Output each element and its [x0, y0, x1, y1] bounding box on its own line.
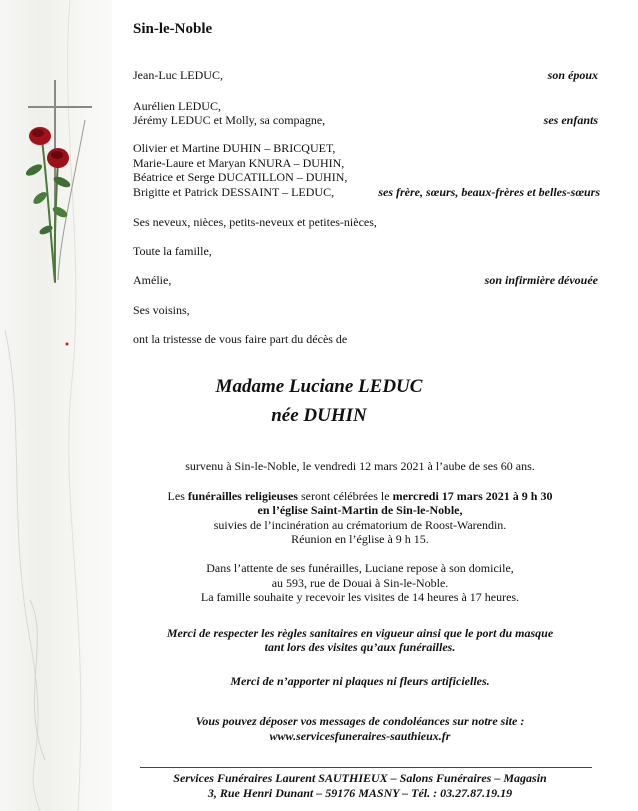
town-heading: Sin-le-Noble — [133, 21, 213, 37]
family-name: Amélie, — [133, 273, 172, 287]
no-flowers-notice: Merci de n’apporter ni plaques ni fleurs artificielles. — [230, 674, 490, 688]
family-line — [133, 244, 598, 259]
family-line — [133, 99, 598, 114]
funeral-line-4: Réunion en l’église à 9 h 15. — [291, 532, 429, 546]
family-name: Marie-Laure et Maryan KNURA – DUHIN, — [133, 156, 345, 170]
family-relation: ses frère, sœurs, beaux-frères et belles-sœurs — [378, 185, 600, 199]
family-relation: son infirmière dévouée — [484, 273, 598, 287]
family-name: Aurélien LEDUC, — [133, 99, 221, 113]
family-line — [133, 303, 598, 318]
family-line — [133, 156, 598, 171]
family-name: Béatrice et Serge DUCATILLON – DUHIN, — [133, 170, 348, 184]
sanitary-line-2: tant lors des visites qu’aux funérailles. — [264, 640, 456, 654]
sanitary-line-1: Merci de respecter les règles sanitaires en vigueur ainsi que le port du masque — [166, 626, 554, 640]
family-name: Ses voisins, — [133, 303, 190, 317]
family-name: ont la tristesse de vous faire part du décès de — [133, 332, 348, 346]
family-line — [133, 68, 598, 83]
visits-line-1: Dans l’attente de ses funérailles, Luciane repose à son domicile, — [206, 561, 514, 575]
death-notice: survenu à Sin-le-Noble, le vendredi 12 mars 2021 à l’aube de ses 60 ans. — [185, 459, 535, 473]
family-name: Toute la famille, — [133, 244, 212, 258]
visits-line-2: au 593, rue de Douai à Sin-le-Noble. — [271, 576, 449, 590]
family-name: Ses neveux, nièces, petits-neveux et petites-nièces, — [133, 215, 377, 229]
deceased-name: Madame Luciane LEDUC — [215, 376, 423, 397]
family-line — [133, 273, 598, 288]
family-line — [133, 215, 598, 230]
funeral-line-2: en l’église Saint-Martin de Sin-le-Noble, — [257, 503, 463, 517]
family-line — [133, 141, 598, 156]
family-line — [133, 332, 598, 347]
family-relation: son époux — [547, 68, 598, 82]
deceased-maiden-name: née DUHIN — [271, 405, 367, 426]
funeral-line-3: suivies de l’incinération au crématorium de Roost-Warendin. — [213, 518, 507, 532]
family-name: Jean-Luc LEDUC, — [133, 68, 223, 82]
footer-company: Services Funéraires Laurent SAUTHIEUX – Salons Funéraires – Magasin — [173, 771, 547, 785]
family-line — [133, 113, 598, 128]
family-name: Brigitte et Patrick DESSAINT – LEDUC, — [133, 185, 335, 199]
footer-address: 3, Rue Henri Dunant – 59176 MASNY – Tél. : 03.27.87.19.19 — [207, 786, 513, 800]
condolences-website: www.servicesfuneraires-sauthieux.fr — [269, 729, 451, 743]
family-name: Olivier et Martine DUHIN – BRICQUET, — [133, 141, 336, 155]
funeral-line-1: Les funérailles religieuses seront célébrées le mercredi 17 mars 2021 à 9 h 30 — [167, 489, 553, 503]
family-name: Jérémy LEDUC et Molly, sa compagne, — [133, 113, 326, 127]
family-line — [133, 185, 598, 200]
condolences-line-1: Vous pouvez déposer vos messages de condoléances sur notre site : — [195, 714, 525, 728]
family-relation: ses enfants — [543, 113, 598, 127]
visits-line-3: La famille souhaite y recevoir les visites de 14 heures à 17 heures. — [200, 590, 520, 604]
footer-divider — [140, 767, 592, 768]
family-line — [133, 170, 598, 185]
